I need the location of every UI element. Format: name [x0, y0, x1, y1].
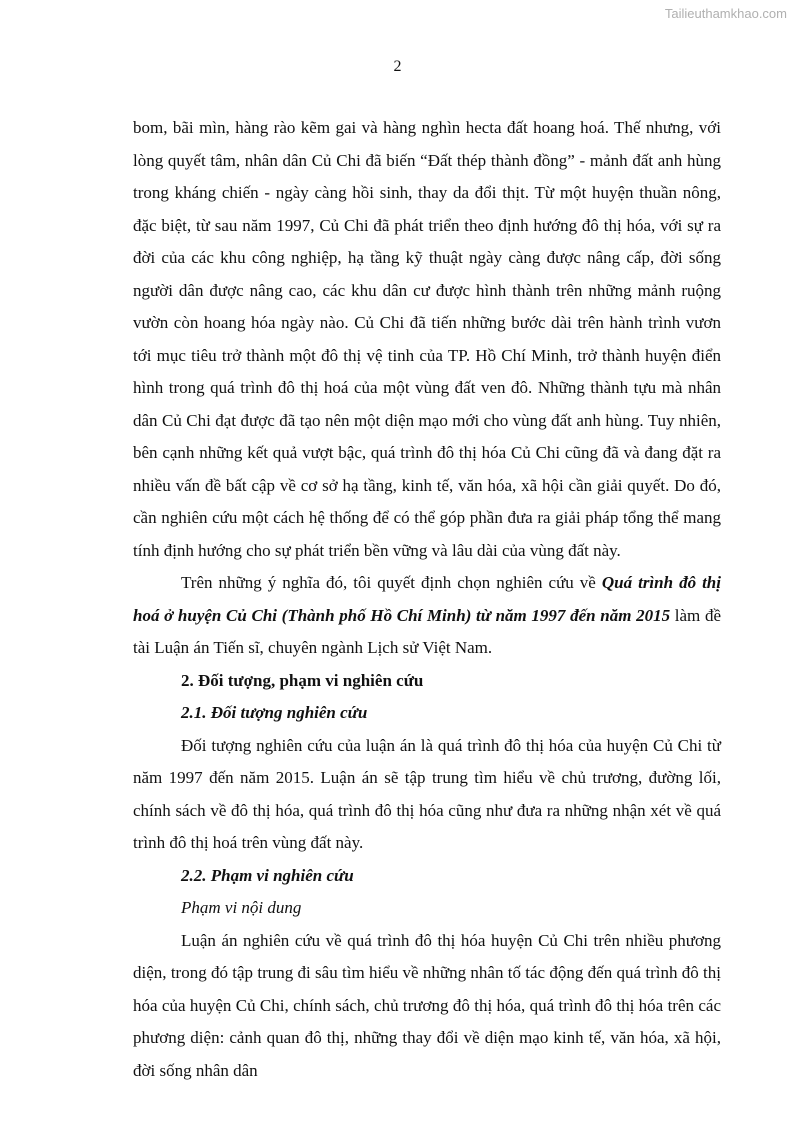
paragraph-topic-choice [133, 567, 721, 665]
scope-content-label: Phạm vi nội dung [181, 898, 302, 917]
watermark-text: Tailieuthamkhao.com [664, 6, 787, 21]
topic-choice-lead-text: Trên những ý nghĩa đó, tôi quyết định chọn nghiên cứu về [181, 573, 602, 592]
document-body [133, 112, 721, 1087]
paragraph-research-scope: Luận án nghiên cứu về quá trình đô thị hóa huyện Củ Chi trên nhiều phương diện, trong đó tập trung đi sâu tìm hiểu về những nhân tố tác động đến quá trình đô thị hóa của huyện Củ Chi, chính sách, chủ trương đô thị hóa, quá trình đô thị hóa trên các phương diện: cảnh quan đô thị, những thay đổi về diện mạo kinh tế, văn hóa, xã hội, đời sống nhân dân [133, 930, 721, 1080]
subsection-heading-2-1: 2.1. Đối tượng nghiên cứu [181, 703, 368, 722]
page-number: 2 [393, 58, 402, 75]
thesis-title: Quá trình đô thị hoá ở huyện Củ Chi (Thành phố Hồ Chí Minh) từ năm 1997 đến năm 2015 [133, 573, 721, 625]
paragraph-research-object: Đối tượng nghiên cứu của luận án là quá trình đô thị hóa của huyện Củ Chi từ năm 1997 đến năm 2015. Luận án sẽ tập trung tìm hiểu về chủ trương, đường lối, chính sách về đô thị hóa, quá trình đô thị hóa cũng như đưa ra những nhận xét về quá trình đô thị hoá trên vùng đất này. [133, 735, 721, 852]
paragraph-intro-continuation: bom, bãi mìn, hàng rào kẽm gai và hàng nghìn hecta đất hoang hoá. Thế nhưng, với lòng quyết tâm, nhân dân Củ Chi đã biến “Đất thép thành đồng” - mảnh đất anh hùng trong kháng chiến - ngày càng hồi sinh, thay da đổi thịt. Từ một huyện thuần nông, đặc biệt, từ sau năm 1997, Củ Chi đã phát triển theo định hướng đô thị hóa, với sự ra đời của các khu công nghiệp, hạ tầng kỹ thuật ngày càng được nâng cấp, đời sống người dân được nâng cao, các khu dân cư được hình thành trên những mảnh ruộng vườn còn hoang hóa ngày nào. Củ Chi đã tiến những bước dài trên hành trình vươn tới mục tiêu trở thành một đô thị vệ tinh của TP. Hồ Chí Minh, trở thành huyện điển hình trong quá trình đô thị hoá của một vùng đất ven đô. Những thành tựu mà nhân dân Củ Chi đạt được đã tạo nên một diện mạo mới cho vùng đất anh hùng. Tuy nhiên, bên cạnh những kết quả vượt bậc, quá trình đô thị hóa Củ Chi cũng đã và đang đặt ra nhiều vấn đề bất cập về cơ sở hạ tầng, kinh tế, văn hóa, xã hội cần giải quyết. Do đó, cần nghiên cứu một cách hệ thống để có thể góp phần đưa ra giải pháp tổng thể mang tính định hướng cho sự phát triển bền vững và lâu dài của vùng đất này. [133, 118, 721, 560]
section-heading-2: 2. Đối tượng, phạm vi nghiên cứu [181, 670, 424, 690]
subsection-heading-2-2: 2.2. Phạm vi nghiên cứu [181, 865, 354, 885]
topic-choice-tail-text: làm đề tài Luận án Tiến sĩ, chuyên ngành Lịch sử Việt Nam. [133, 605, 721, 657]
